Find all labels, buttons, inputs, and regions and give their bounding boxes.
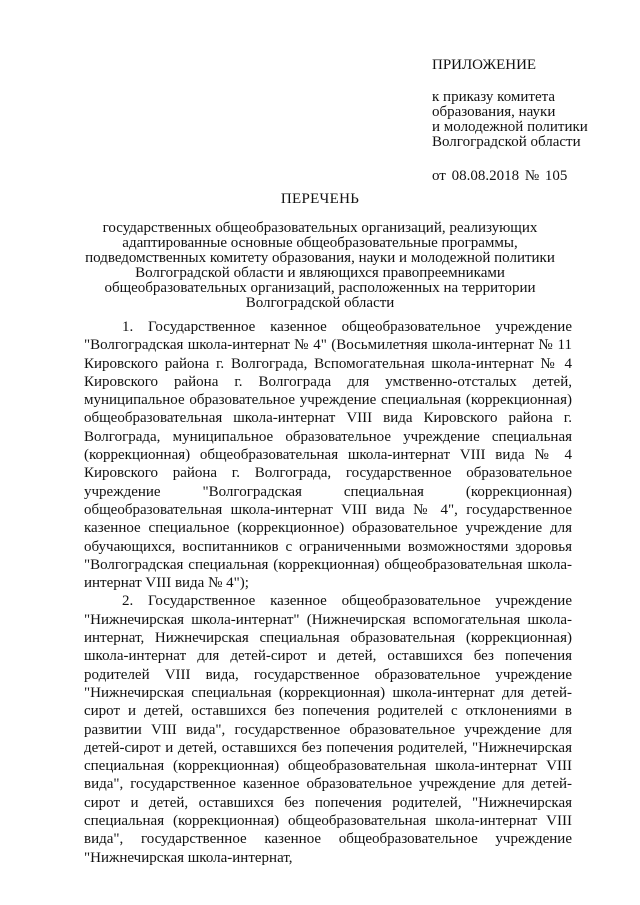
appendix-block [432,58,622,184]
subtitle-line: Волгоградской области и являющихся правопреемниками [135,265,505,281]
document-title: ПЕРЕЧЕНЬ [280,191,360,207]
appendix-line: Волгоградской области [432,134,581,150]
subtitle-line: общеобразовательных организаций, расположенных на территории [104,280,536,296]
document-subtitle [80,221,560,311]
appendix-line: к приказу комитета [432,89,556,105]
subtitle-line: Волгоградской области [245,295,395,311]
list-item-paragraph: 2. Государственное казенное общеобразовательное учреждение "Нижнечирская школа-интернат" (Нижнечирская вспомогательная школа-интернат, Нижнечирская специальная образовательная (коррекционная) школа-интернат для детей-сирот и детей, оставшихся без попечения родителей VIII вида, государственное образовательное учреждение "Нижнечирская специальная (коррекционная) школа-интернат для детей-сирот и детей, оставшихся без попечения родителей с отклонениями в развитии VIII вида", государственное образовательное учреждение для детей-сирот и детей, оставшихся без попечения родителей, "Нижнечирская специальная (коррекционная) общеобразовательная школа-интернат VIII вида", государственное казенное образовательное учреждение для детей-сирот и детей, оставшихся без попечения родителей, "Нижнечирская специальная (коррекционная) общеобразовательная школа-интернат VIII вида", государственное казенное общеобразовательное учреждение "Нижнечирская школа-интернат, [84,593,572,866]
appendix-line: и молодежной политики [432,119,588,135]
subtitle-line: адаптированные основные общеобразовательные программы, [122,235,518,251]
subtitle-line: государственных общеобразовательных организаций, реализующих [102,220,538,236]
document-body [84,318,572,867]
list-item-paragraph: 1. Государственное казенное общеобразовательное учреждение "Волгоградская школа-интернат № 4" (Восьмилетняя школа-интернат № 11 Кировского района г. Волгограда, Вспомогательная школа-интернат № 4 Кировского района г. Волгограда для умственно-отсталых детей, муниципальное образовательное учреждение специальная (коррекционная) общеобразовательная школа-интернат VIII вида Кировского района г. Волгограда, муниципальное образовательное учреждение специальная (коррекционная) общеобразовательная школа-интернат VIII вида № 4 Кировского района г. Волгограда, государственное образовательное учреждение "Волгоградская специальная (коррекционная) общеобразовательная школа-интернат VIII вида № 4", государственное казенное специальное (коррекционное) образовательное учреждение для обучающихся, воспитанников с ограниченными возможностями здоровья "Волгоградская специальная (коррекционная) общеобразовательная школа-интернат VIII вида № 4"); [84,319,572,592]
subtitle-line: подведомственных комитету образования, науки и молодежной политики [85,250,555,266]
appendix-line: образования, науки [432,104,556,120]
appendix-heading: ПРИЛОЖЕНИЕ [432,57,537,73]
order-date-number: от 08.08.2018 № 105 [432,168,568,184]
